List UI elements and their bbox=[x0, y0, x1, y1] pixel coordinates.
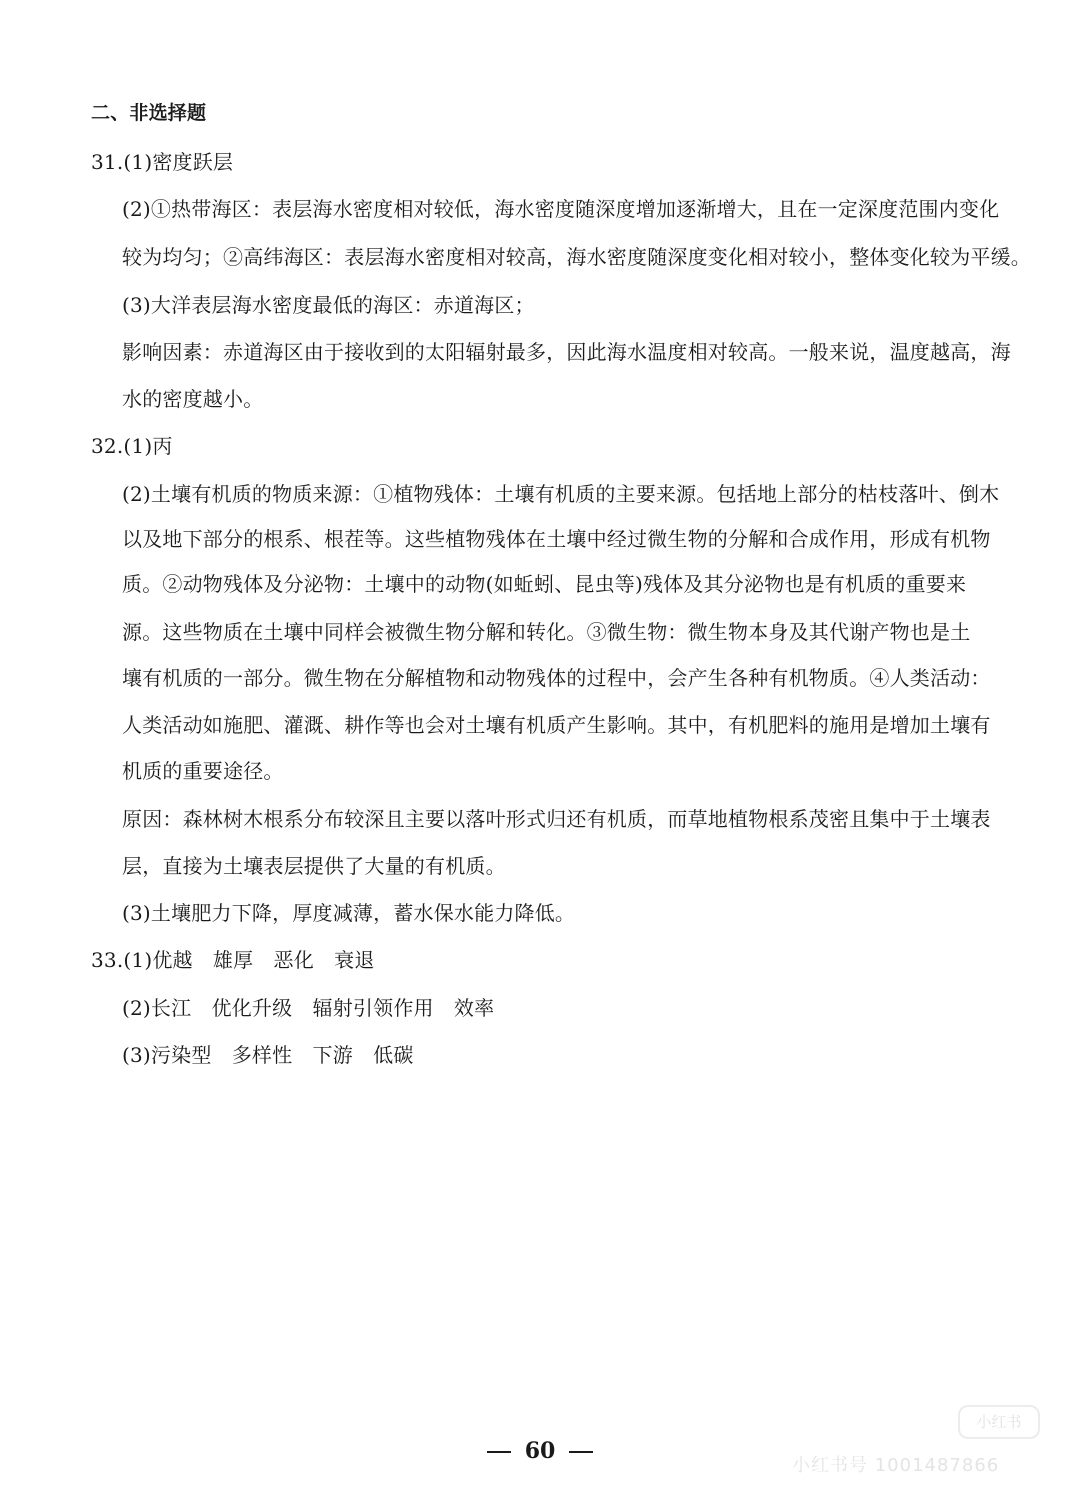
answer-line: (2)①热带海区：表层海水密度相对较低，海水密度随深度增加逐渐增大，且在一定深度范围内变化 bbox=[122, 197, 1000, 221]
answer-line: (2)土壤有机质的物质来源：①植物残体：土壤有机质的主要来源。包括地上部分的枯枝落叶、倒木 bbox=[122, 482, 1000, 506]
answer-line: 31.(1)密度跃层 bbox=[91, 150, 234, 174]
watermark-text: 小红书号 1001487866 bbox=[792, 1455, 1000, 1476]
answer-line: (2)长江 优化升级 辐射引领作用 效率 bbox=[122, 996, 495, 1020]
page-number-footer bbox=[0, 1436, 1080, 1466]
answer-line: 33.(1)优越 雄厚 恶化 衰退 bbox=[91, 948, 375, 972]
answer-line: (3)土壤肥力下降，厚度减薄，蓄水保水能力降低。 bbox=[122, 901, 576, 925]
dash-left bbox=[487, 1451, 511, 1453]
answer-line: 水的密度越小。 bbox=[122, 387, 264, 411]
answer-line: 层，直接为土壤表层提供了大量的有机质。 bbox=[122, 854, 506, 878]
watermark-logo: 小红书 bbox=[958, 1405, 1040, 1439]
answer-line: 影响因素：赤道海区由于接收到的太阳辐射最多，因此海水温度相对较高。一般来说，温度越高，海 bbox=[122, 340, 1011, 364]
answer-line: 壤有机质的一部分。微生物在分解植物和动物残体的过程中，会产生各种有机物质。④人类活动： bbox=[122, 666, 991, 690]
answer-line: 以及地下部分的根系、根茬等。这些植物残体在土壤中经过微生物的分解和合成作用，形成有机物 bbox=[122, 527, 991, 551]
answer-line: 原因：森林树木根系分布较深且主要以落叶形式归还有机质，而草地植物根系茂密且集中于土壤表 bbox=[122, 807, 991, 831]
answer-line: 32.(1)丙 bbox=[91, 434, 173, 458]
answer-line: 机质的重要途径。 bbox=[122, 759, 284, 783]
answer-line: 质。②动物残体及分泌物：土壤中的动物(如蚯蚓、昆虫等)残体及其分泌物也是有机质的重要来 bbox=[122, 572, 967, 596]
answer-line: (3)大洋表层海水密度最低的海区：赤道海区； bbox=[122, 293, 535, 317]
answer-line: 人类活动如施肥、灌溉、耕作等也会对土壤有机质产生影响。其中，有机肥料的施用是增加土壤有 bbox=[122, 713, 991, 737]
section-title: 二、非选择题 bbox=[91, 102, 207, 124]
dash-right bbox=[569, 1451, 593, 1453]
answer-line: 源。这些物质在土壤中同样会被微生物分解和转化。③微生物：微生物本身及其代谢产物也是土 bbox=[122, 620, 971, 644]
answer-line: (3)污染型 多样性 下游 低碳 bbox=[122, 1043, 414, 1067]
page-number: 60 bbox=[524, 1438, 556, 1464]
answer-line: 较为均匀；②高纬海区：表层海水密度相对较高，海水密度随深度变化相对较小，整体变化较为平缓。 bbox=[122, 245, 1031, 269]
